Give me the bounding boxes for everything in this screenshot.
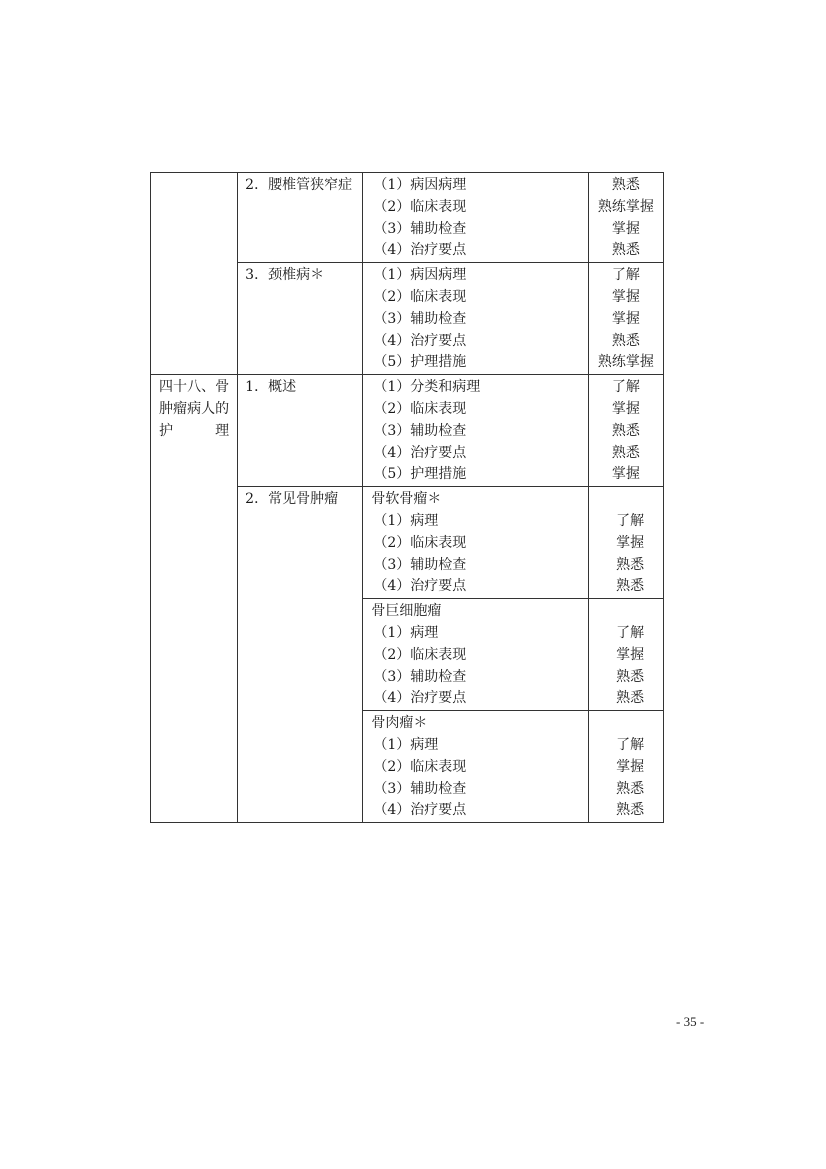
requirement-level: 掌握 <box>611 400 640 417</box>
content-item: （5）护理措施 <box>373 466 467 483</box>
requirement-level: 熟悉 <box>611 177 640 193</box>
content-item: （3）辅助检查 <box>373 310 467 327</box>
topic-title: 2．腰椎管狭窄症 <box>245 177 353 193</box>
requirement-cell <box>588 173 663 263</box>
topic-cell <box>238 487 363 823</box>
requirement-level: 掌握 <box>611 220 640 237</box>
content-item: （2）临床表现 <box>373 646 467 663</box>
requirement-level: 熟悉 <box>611 242 640 259</box>
topic-cell <box>238 263 363 375</box>
requirement-level: 了解 <box>616 512 645 529</box>
tumor-block <box>363 487 663 598</box>
chapter-title <box>151 173 237 175</box>
tumor-block <box>363 598 663 710</box>
content-cell <box>363 173 588 263</box>
requirement-level: 熟悉 <box>616 578 645 595</box>
requirement-level: 熟悉 <box>611 444 640 461</box>
tumor-heading: 骨肉瘤＊ <box>371 715 428 732</box>
content-item: （1）病因病理 <box>373 177 467 193</box>
content-cell <box>363 375 588 487</box>
requirement-level: 熟悉 <box>611 422 640 439</box>
content-item: （1）病理 <box>373 736 439 753</box>
content-item: （4）治疗要点 <box>373 690 467 707</box>
chapter-cell <box>151 375 238 823</box>
topic-title: 2．常见骨肿瘤 <box>245 491 339 508</box>
content-item: （4）治疗要点 <box>373 578 467 595</box>
requirement-level: 熟练掌握 <box>597 354 654 371</box>
content-item: （3）辅助检查 <box>373 422 467 439</box>
content-item: （3）辅助检查 <box>373 220 467 237</box>
content-item: （3）辅助检查 <box>373 780 467 797</box>
requirement-level: 掌握 <box>611 466 640 483</box>
chapter-title: 四十八、骨肿瘤病人的护理 <box>159 379 230 439</box>
chapter-cell <box>151 173 238 375</box>
content-item: （4）治疗要点 <box>373 332 467 349</box>
content-item: （2）临床表现 <box>373 534 467 551</box>
requirement-level: 熟悉 <box>616 668 645 685</box>
requirement-level: 掌握 <box>616 534 645 551</box>
tumor-heading: 骨软骨瘤＊ <box>371 491 442 508</box>
topic-title: 1．概述 <box>245 379 297 396</box>
requirement-cell <box>588 263 663 375</box>
content-item: （2）临床表现 <box>373 400 467 417</box>
requirement-level: 熟悉 <box>616 556 645 573</box>
requirement-level: 熟悉 <box>616 780 645 797</box>
content-cell <box>363 263 588 375</box>
requirement-level: 了解 <box>611 379 640 396</box>
content-item: （4）治疗要点 <box>373 444 467 461</box>
requirement-level: 了解 <box>616 736 645 753</box>
table-row <box>151 375 664 487</box>
requirement-level: 熟练掌握 <box>597 198 654 215</box>
requirement-level: 熟悉 <box>616 690 645 707</box>
content-item: （1）分类和病理 <box>373 379 481 396</box>
content-item: （2）临床表现 <box>373 198 467 215</box>
content-item: （3）辅助检查 <box>373 556 467 573</box>
requirement-level: 掌握 <box>616 758 645 775</box>
content-item: （4）治疗要点 <box>373 242 467 259</box>
topic-cell <box>238 375 363 487</box>
content-item: （1）病理 <box>373 624 439 641</box>
tumor-block <box>363 710 663 822</box>
content-item: （5）护理措施 <box>373 354 467 371</box>
content-item: （2）临床表现 <box>373 758 467 775</box>
topic-title: 3．颈椎病＊ <box>245 267 325 284</box>
syllabus-table <box>150 172 664 823</box>
content-item: （1）病因病理 <box>373 267 467 284</box>
requirement-level: 了解 <box>611 267 640 284</box>
page-number: - 35 - <box>676 1014 705 1029</box>
content-item: （1）病理 <box>373 512 439 529</box>
tumor-heading: 骨巨细胞瘤 <box>371 603 442 620</box>
content-item: （3）辅助检查 <box>373 668 467 685</box>
content-item: （2）临床表现 <box>373 288 467 305</box>
requirement-level: 熟悉 <box>611 332 640 349</box>
topic-cell <box>238 173 363 263</box>
requirement-level: 掌握 <box>611 288 640 305</box>
requirement-cell <box>588 375 663 487</box>
requirement-level: 了解 <box>616 624 645 641</box>
table-row <box>151 173 664 263</box>
content-cell <box>363 487 664 823</box>
requirement-level: 熟悉 <box>616 802 645 819</box>
requirement-level: 掌握 <box>611 310 640 327</box>
content-item: （4）治疗要点 <box>373 802 467 819</box>
requirement-level: 掌握 <box>616 646 645 663</box>
